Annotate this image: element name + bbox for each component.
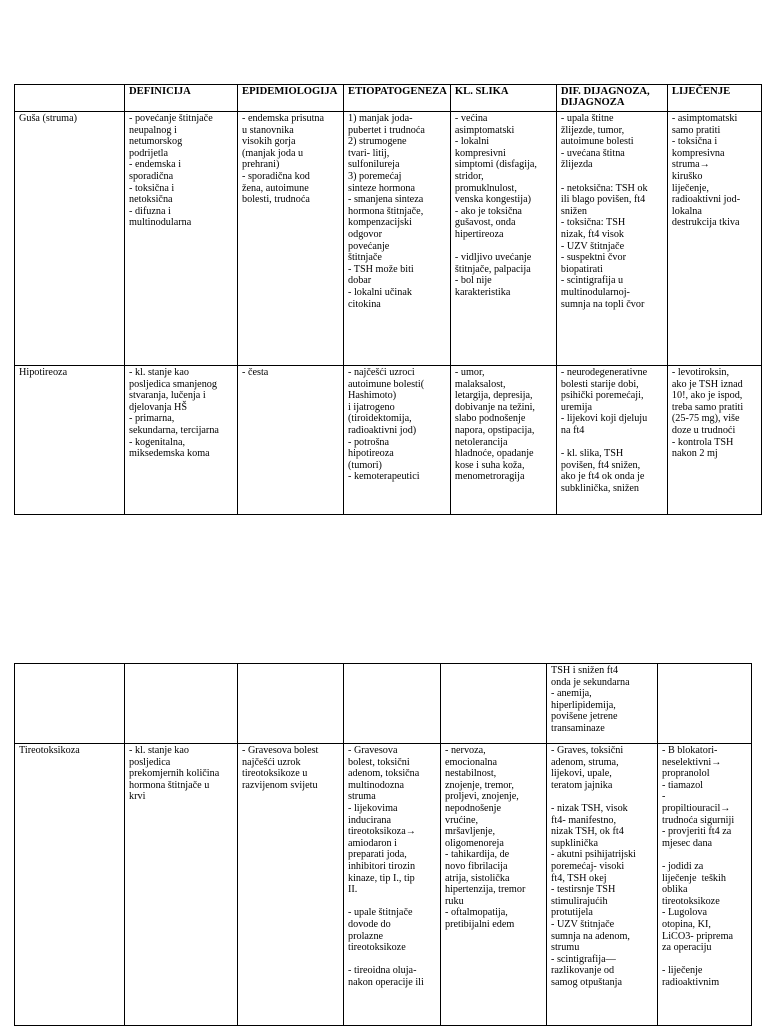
cell-line: - toksična: TSH	[560, 217, 626, 229]
cell-definicija	[125, 744, 238, 1026]
cell-line: - oftalmopatija,	[445, 907, 508, 919]
header-etiopatogeneza: ETIOPATOGENEZA	[344, 85, 451, 112]
cell-line: - suspektni čvor	[560, 252, 626, 264]
cell-etiopatogeneza	[344, 744, 441, 1026]
cell-line: II.	[348, 884, 358, 896]
cell-condition	[15, 664, 125, 744]
cell-line: autoimune bolesti(	[348, 378, 425, 390]
cell-line: - povećanje štitnjače	[129, 113, 213, 124]
cell-line: kiruško	[671, 170, 703, 182]
cell-line: gušavost, onda	[454, 217, 516, 229]
cell-line: Hashimoto)	[348, 390, 397, 402]
cell-line: dobivanje na težini,	[454, 401, 535, 413]
cell-line: destrukcija tkiva	[671, 217, 740, 229]
table-2	[14, 663, 752, 1026]
cell-line: podrijetla	[129, 147, 169, 159]
cell-line: djelovanja HŠ	[129, 401, 188, 413]
cell-line: - upale štitnjače	[348, 907, 413, 919]
cell-line: prolazne	[348, 930, 384, 942]
cell-line: promuklnulost,	[454, 182, 517, 194]
cell-lijecenje	[667, 112, 761, 366]
cell-line: sumnja na topli čvor	[560, 298, 645, 310]
cell-line: nestabilnost,	[445, 768, 497, 780]
cell-line: pretibijalni edem	[445, 918, 515, 930]
cell-line: inhibitori tirozin	[348, 860, 416, 872]
cell-dif-dijagnoza	[547, 744, 658, 1026]
cell-line: dovode do	[348, 918, 391, 930]
cell-line: hladnoće, opadanje	[454, 448, 534, 460]
cell-kl-slika	[441, 664, 547, 744]
cell-line: propranolol	[662, 768, 710, 780]
cell-line: - netoksična: TSH ok	[560, 182, 648, 194]
cell-line: - nizak TSH, visok	[551, 802, 628, 814]
cell-line: 3) poremećaj	[348, 170, 402, 182]
cell-line: tireotoksikoze u	[242, 768, 308, 780]
cell-line	[348, 954, 437, 966]
cell-line: - Lugolova	[662, 907, 707, 919]
cell-line: LiCO3- priprema	[662, 930, 734, 942]
cell-line: malaksalost,	[454, 378, 506, 390]
cell-line: simptomi (disfagija,	[454, 159, 537, 171]
cell-line: - lokalni	[454, 136, 490, 148]
cell-line: - testirsnje TSH	[551, 884, 616, 896]
cell-line: žlijezde, tumor,	[560, 124, 625, 136]
cell-line: sumnja na adenom,	[551, 930, 630, 942]
cell-definicija	[125, 112, 238, 366]
cell-line: lijekovi, upale,	[551, 768, 612, 780]
cell-line: najčešći uzrok	[242, 756, 301, 768]
cell-line: preparati joda,	[348, 849, 407, 861]
cell-line: Tireotoksikoza	[19, 745, 80, 756]
cell-line: - Graves, toksični	[551, 745, 624, 756]
cell-line: asimptomatski	[454, 124, 515, 136]
cell-line: - asimptomatski	[671, 113, 738, 124]
cell-line: ft4, TSH okej	[551, 872, 607, 884]
cell-line: povećanje	[348, 240, 390, 252]
cell-line: poremećaj- visoki	[551, 860, 625, 872]
cell-line	[561, 171, 664, 183]
cell-line: adenom, toksična	[348, 768, 420, 780]
cell-line: sinteze hormona	[348, 182, 416, 194]
cell-line: adenom, struma,	[551, 756, 619, 768]
cell-line: multinodularna	[129, 217, 192, 229]
cell-line: netolerancija	[454, 436, 508, 448]
cell-line: - tireoidna oluja-	[348, 965, 417, 977]
cell-line: treba samo pratiti	[671, 401, 744, 413]
cell-line: kose i suha koža,	[454, 459, 525, 471]
cell-line: žlijezda	[560, 159, 593, 171]
cell-line: teratom jajnika	[551, 779, 613, 791]
header-definicija: DEFINICIJA	[125, 85, 238, 112]
cell-line: kompresivni	[454, 147, 506, 159]
header-empty	[15, 85, 125, 112]
cell-line: visokih gorja	[242, 136, 296, 148]
cell-line: - UZV štitnjače	[551, 918, 615, 930]
cell-line: - scintigrafija u	[560, 275, 624, 287]
cell-condition	[15, 366, 125, 515]
cell-line: ruku	[445, 895, 464, 907]
cell-line: amiodaron i	[348, 837, 397, 849]
cell-line: - vidljivo uvećanje	[454, 252, 532, 264]
cell-line: subklinička, snižen	[560, 482, 639, 494]
cell-line: - potrošna	[348, 436, 390, 448]
cell-line: kompenzacijski	[348, 217, 412, 229]
cell-line: Guša (struma)	[19, 113, 77, 124]
table-row	[15, 366, 762, 515]
cell-line: - smanjena sinteza	[348, 194, 424, 206]
cell-line: prehrani)	[242, 159, 280, 171]
cell-line: multinodularnoj-	[560, 286, 630, 298]
cell-line: (tumori)	[348, 459, 382, 471]
cell-line: liječenje,	[671, 182, 709, 194]
cell-line	[662, 849, 748, 861]
cell-line: hiperlipidemija,	[551, 699, 616, 711]
cell-line: novo fibrilacija	[445, 860, 508, 872]
cell-line: menometroragija	[454, 471, 525, 483]
cell-line: kinaze, tip I., tip	[348, 872, 415, 884]
cell-line: transaminaze	[551, 722, 605, 734]
cell-line: emocionalna	[445, 756, 498, 768]
cell-line: doze u trudnoći	[671, 424, 736, 436]
cell-line: slabo podnošenje	[454, 413, 526, 425]
cell-line: biopatirati	[560, 263, 603, 275]
cell-line: oligomenoreja	[445, 837, 504, 849]
cell-line: i ijatrogeno	[348, 401, 395, 413]
cell-line: netumorskog	[129, 136, 183, 148]
cell-line: miksedemska koma	[129, 448, 210, 460]
cell-line: hipertenzija, tremor	[445, 884, 526, 896]
cell-line: bolesti starije dobi,	[560, 378, 639, 390]
cell-line: - ako je toksična	[454, 205, 522, 217]
cell-line: - Gravesova bolest	[242, 745, 319, 756]
cell-line: struma→	[671, 159, 710, 171]
cell-line: - toksična i	[671, 136, 718, 148]
cell-line: hipertireoza	[454, 228, 504, 240]
cell-line: bolesti, trudnoća	[242, 194, 310, 206]
cell-line: vrućine,	[445, 814, 479, 826]
cell-line: - lijekovi koji djeluju	[560, 413, 648, 425]
header-dif-dijagnoza: DIF. DIJAGNOZA, DIJAGNOZA	[556, 85, 667, 112]
cell-line: nakon 2 mj	[671, 448, 718, 460]
cell-line	[662, 954, 748, 966]
cell-line: sekundarna, tercijarna	[129, 424, 219, 436]
cell-line: protutijela	[551, 907, 593, 919]
cell-line: radioaktivnim	[662, 976, 720, 988]
cell-line: razvijenom svijetu	[242, 779, 318, 791]
cell-line: - kl. stanje kao	[129, 367, 189, 378]
cell-etiopatogeneza	[344, 664, 441, 744]
cell-line: (manjak joda u	[242, 147, 304, 159]
cell-line: - scintigrafija—	[551, 953, 616, 965]
header-row	[15, 85, 762, 112]
cell-line: povišene jetrene	[551, 711, 618, 723]
cell-line: stimulirajućih	[551, 895, 608, 907]
cell-line: štitnjače, palpacija	[454, 263, 531, 275]
cell-line: inducirana	[348, 814, 391, 826]
cell-line: - kemoterapeutici	[348, 471, 420, 483]
cell-line: - difuzna i	[129, 205, 171, 217]
cell-line: -	[662, 791, 666, 803]
cell-line: stvaranja, lučenja i	[129, 390, 206, 402]
cell-line: - toksična i	[129, 182, 175, 194]
cell-condition	[15, 112, 125, 366]
cell-definicija	[125, 366, 238, 515]
cell-line: - lijekovima	[348, 802, 398, 814]
cell-etiopatogeneza	[344, 366, 451, 515]
cell-line: - česta	[242, 367, 269, 378]
cell-line: ako je TSH iznad	[671, 378, 743, 390]
cell-line: posljedica	[129, 756, 171, 768]
cell-line: povišen, ft4 snižen,	[560, 459, 641, 471]
cell-line: autoimune bolesti	[560, 136, 634, 148]
cell-line: liječenje teških	[662, 872, 726, 884]
cell-lijecenje	[658, 744, 752, 1026]
cell-line: - liječenje	[662, 965, 703, 977]
cell-line: 1) manjak joda-	[348, 113, 413, 124]
header-epidemiologija: EPIDEMIOLOGIJA	[238, 85, 344, 112]
cell-line: nepodnošenje	[445, 802, 502, 814]
cell-line: snižen	[560, 205, 587, 217]
cell-line: - bol nije	[454, 275, 492, 287]
cell-line: stridor,	[454, 170, 484, 182]
cell-line: oblika	[662, 884, 688, 896]
cell-line: prekomjernih količina	[129, 768, 220, 780]
cell-line: (25-75 mg), više	[671, 413, 740, 425]
cell-line: odgovor	[348, 228, 382, 240]
cell-line: u stanovnika	[242, 124, 294, 136]
cell-dif-dijagnoza	[556, 366, 667, 515]
cell-epidemiologija	[238, 664, 344, 744]
cell-line: hormona štitnjače u	[129, 779, 210, 791]
cell-line: - endemska i	[129, 159, 182, 171]
cell-line: neselektivni→	[662, 756, 722, 768]
cell-line: znojenje, tremor,	[445, 779, 514, 791]
cell-line: ili blago povišen, ft4	[560, 194, 646, 206]
cell-line: radioaktivni jod)	[348, 424, 417, 436]
cell-dif-dijagnoza	[547, 664, 658, 744]
cell-line: atrija, sistolička	[445, 872, 510, 884]
cell-line: - lokalni učinak	[348, 286, 412, 298]
cell-line: onda je sekundarna	[551, 676, 630, 688]
cell-line: tireotoksikoza→	[348, 826, 416, 838]
cell-line: - umor,	[454, 367, 485, 378]
cell-line: karakteristika	[454, 286, 511, 298]
cell-line: ft4- manifestno,	[551, 814, 617, 826]
cell-etiopatogeneza	[344, 112, 451, 366]
cell-line: trudnoća sigurniji	[662, 814, 735, 826]
cell-line: pubertet i trudnoća	[348, 124, 425, 136]
cell-line: supklinička	[551, 837, 598, 849]
cell-line: - većina	[454, 113, 488, 124]
cell-line: otopina, KI,	[662, 918, 711, 930]
cell-line: - provjeriti ft4 za	[662, 826, 732, 838]
cell-line: nakon operacije ili	[348, 976, 424, 988]
cell-kl-slika	[450, 366, 556, 515]
cell-line: citokina	[348, 298, 381, 310]
cell-line: - B blokatori-	[662, 745, 718, 756]
cell-line: - UZV štitnjače	[560, 240, 625, 252]
cell-line: - kl. stanje kao	[129, 745, 189, 756]
cell-line: 2) strumogene	[348, 136, 407, 148]
cell-dif-dijagnoza	[556, 112, 667, 366]
cell-line: propiltiouracil→	[662, 802, 731, 814]
cell-line: - anemija,	[551, 688, 592, 700]
cell-line: razlikovanje od	[551, 965, 615, 977]
cell-line: bolest, toksični	[348, 756, 410, 768]
table-row	[15, 744, 752, 1026]
cell-line: kompresivna	[671, 147, 725, 159]
cell-line: multinodozna	[348, 779, 405, 791]
cell-line: Hipotireoza	[19, 367, 68, 378]
cell-line: proljevi, znojenje,	[445, 791, 519, 803]
cell-line: nizak, ft4 visok	[560, 228, 625, 240]
cell-line: samog otpuštanja	[551, 976, 623, 988]
cell-line: neupalnog i	[129, 124, 177, 136]
cell-line: mjesec dana	[662, 837, 713, 849]
cell-line: krvi	[129, 791, 146, 803]
cell-line: - sporadična kod	[242, 170, 310, 182]
cell-line: venska kongestija)	[454, 194, 532, 206]
cell-line: ako je ft4 ok onda je	[560, 471, 645, 483]
header-kl-slika: KL. SLIKA	[450, 85, 556, 112]
cell-line: - kogenitalna,	[129, 436, 186, 448]
cell-line: 10!, ako je ispod,	[671, 390, 743, 402]
cell-line: - jodidi za	[662, 860, 704, 872]
cell-line: psihički poremećaji,	[560, 390, 644, 402]
cell-definicija	[125, 664, 238, 744]
cell-line: žena, autoimune	[242, 182, 309, 194]
table-row	[15, 112, 762, 366]
cell-kl-slika	[450, 112, 556, 366]
cell-lijecenje	[667, 366, 761, 515]
cell-line: mršavljenje,	[445, 826, 496, 838]
cell-epidemiologija	[238, 112, 344, 366]
table-1	[14, 84, 762, 515]
cell-line: letargija, depresija,	[454, 390, 533, 402]
cell-line: TSH i snižen ft4	[551, 665, 619, 676]
cell-line: nizak TSH, ok ft4	[551, 826, 624, 838]
cell-line: - neurodegenerativne	[560, 367, 648, 378]
cell-line: - tiamazol	[662, 779, 704, 791]
cell-line: - upala štitne	[560, 113, 614, 124]
cell-line	[561, 437, 664, 449]
cell-line: (tiroidektomija,	[348, 413, 412, 425]
cell-line: netoksična	[129, 194, 173, 206]
cell-line: struma	[348, 791, 376, 803]
cell-line	[348, 896, 437, 908]
cell-line: - najčešći uzroci	[348, 367, 415, 378]
cell-line: - levotiroksin,	[671, 367, 730, 378]
cell-line: tvari- litij,	[348, 147, 390, 159]
cell-line: - uvećana štitna	[560, 147, 625, 159]
cell-line	[551, 791, 654, 803]
cell-epidemiologija	[238, 366, 344, 515]
cell-line: štitnjače	[348, 252, 382, 264]
cell-condition	[15, 744, 125, 1026]
cell-line	[455, 241, 553, 253]
cell-line: samo pratiti	[671, 124, 721, 136]
table-row	[15, 664, 752, 744]
cell-line: - endemska prisutna	[242, 113, 325, 124]
cell-line: - Gravesova	[348, 745, 398, 756]
header-lijecenje: LIJEČENJE	[667, 85, 761, 112]
cell-line: - kontrola TSH	[671, 436, 734, 448]
cell-line: hormona štitnjače,	[348, 205, 424, 217]
cell-kl-slika	[441, 744, 547, 1026]
cell-line: - nervoza,	[445, 745, 486, 756]
cell-line: na ft4	[560, 424, 585, 436]
cell-line: - akutni psihijatrijski	[551, 849, 636, 861]
cell-line: radioaktivni jod-	[671, 194, 741, 206]
cell-line: - primarna,	[129, 413, 175, 425]
cell-epidemiologija	[238, 744, 344, 1026]
cell-line: lokalna	[671, 205, 702, 217]
cell-line: tireotoksikoze	[662, 895, 720, 907]
cell-line: - TSH može biti	[348, 263, 414, 275]
cell-line: sulfonilureja	[348, 159, 400, 171]
cell-line: hipotireoza	[348, 448, 394, 460]
cell-line: napora, opstipacija,	[454, 424, 535, 436]
cell-line: dobar	[348, 275, 372, 287]
cell-line: za operaciju	[662, 942, 712, 954]
cell-line: uremija	[560, 401, 593, 413]
cell-line: - tahikardija, de	[445, 849, 510, 861]
cell-line: sporadična	[129, 170, 174, 182]
cell-lijecenje	[658, 664, 752, 744]
cell-line: - kl. slika, TSH	[560, 448, 624, 460]
cell-line: tireotoksikoze	[348, 942, 406, 954]
cell-line: posljedica smanjenog	[129, 378, 217, 390]
cell-line: strumu	[551, 942, 580, 954]
